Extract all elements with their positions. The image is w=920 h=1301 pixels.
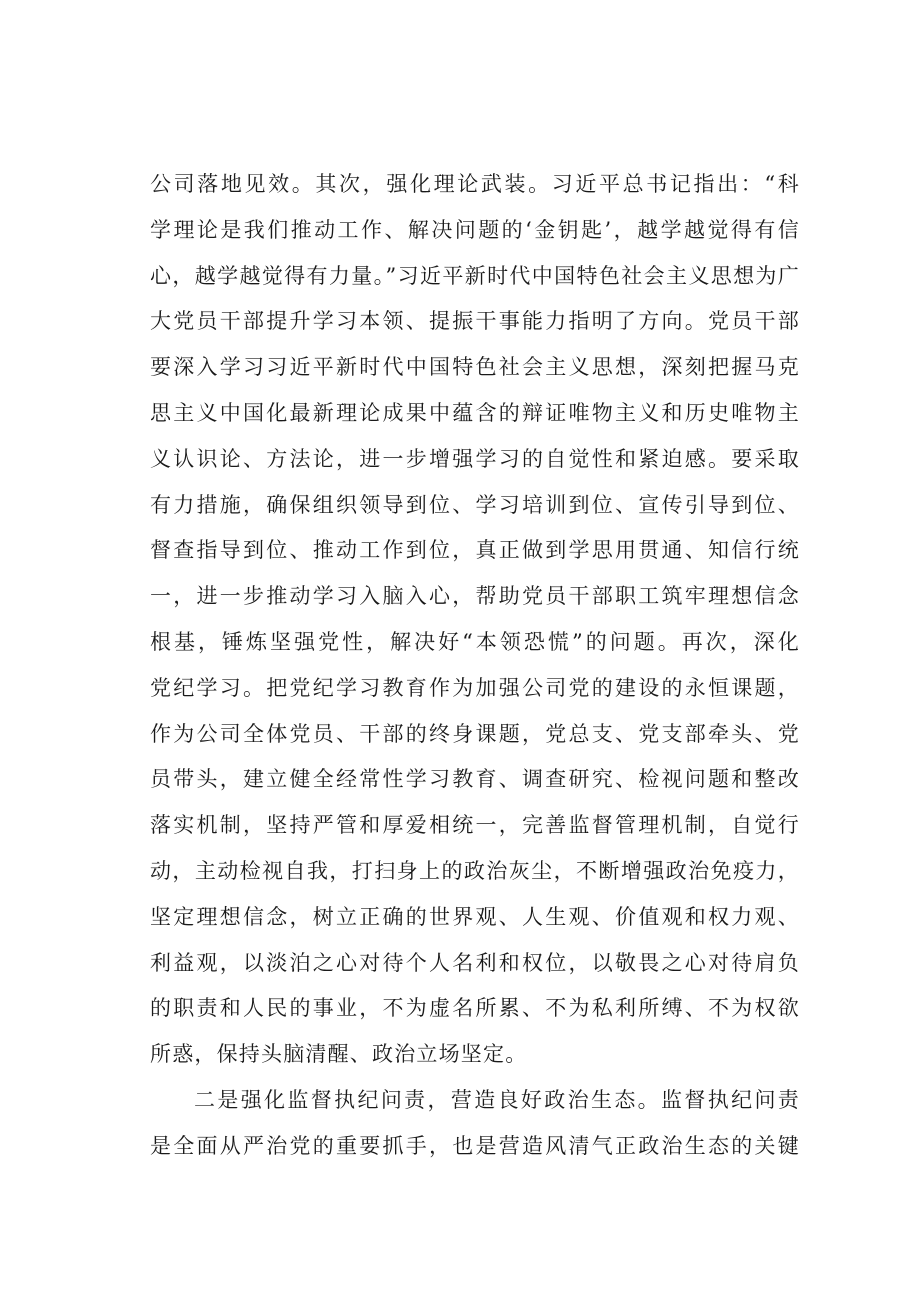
text-line: 的职责和人民的事业，不为虚名所累、不为私利所缚、不为权欲 bbox=[150, 996, 800, 1021]
body-text bbox=[150, 162, 800, 1170]
text-line: 义认识论、方法论，进一步增强学习的自觉性和紧迫感。要采取 bbox=[150, 446, 800, 471]
text-line: 学理论是我们推动工作、解决问题的‘金钥匙’，越学越觉得有信 bbox=[150, 217, 800, 242]
text-line: 利益观，以淡泊之心对待个人名利和权位，以敬畏之心对待肩负 bbox=[150, 950, 800, 975]
text-line: 一，进一步推动学习入脑入心，帮助党员干部职工筑牢理想信念 bbox=[150, 584, 800, 609]
text-line: 督查指导到位、推动工作到位，真正做到学思用贯通、知信行统 bbox=[150, 538, 800, 563]
text-line: 作为公司全体党员、干部的终身课题，党总支、党支部牵头、党 bbox=[150, 721, 800, 746]
text-line: 根基，锤炼坚强党性，解决好“本领恐慌”的问题。再次，深化 bbox=[150, 629, 800, 654]
text-line: 要深入学习习近平新时代中国特色社会主义思想，深刻把握马克 bbox=[150, 355, 800, 380]
text-line: 有力措施，确保组织领导到位、学习培训到位、宣传引导到位、 bbox=[150, 492, 800, 517]
paragraph-end-line: 所惑，保持头脑清醒、政治立场坚定。 bbox=[150, 1042, 528, 1067]
text-line: 坚定理想信念，树立正确的世界观、人生观、价值观和权力观、 bbox=[150, 904, 800, 929]
text-line: 心，越学越觉得有力量。”习近平新时代中国特色社会主义思想为广 bbox=[150, 263, 800, 288]
text-line: 落实机制，坚持严管和厚爱相统一，完善监督管理机制，自觉行 bbox=[150, 813, 800, 838]
text-line: 员带头，建立健全经常性学习教育、调查研究、检视问题和整改 bbox=[150, 767, 800, 792]
text-line: 大党员干部提升学习本领、提振干事能力指明了方向。党员干部 bbox=[150, 309, 800, 334]
text-line: 公司落地见效。其次，强化理论武装。习近平总书记指出：“科 bbox=[150, 172, 800, 196]
paragraph-start-line: 二是强化监督执纪问责，营造良好政治生态。监督执纪问责 bbox=[194, 1087, 800, 1112]
text-line: 动，主动检视自我，打扫身上的政治灰尘，不断增强政治免疫力， bbox=[150, 858, 800, 883]
text-line: 是全面从严治党的重要抓手，也是营造风清气正政治生态的关键 bbox=[150, 1133, 800, 1158]
text-line: 党纪学习。把党纪学习教育作为加强公司党的建设的永恒课题， bbox=[150, 675, 800, 700]
text-line: 思主义中国化最新理论成果中蕴含的辩证唯物主义和历史唯物主 bbox=[150, 400, 800, 425]
